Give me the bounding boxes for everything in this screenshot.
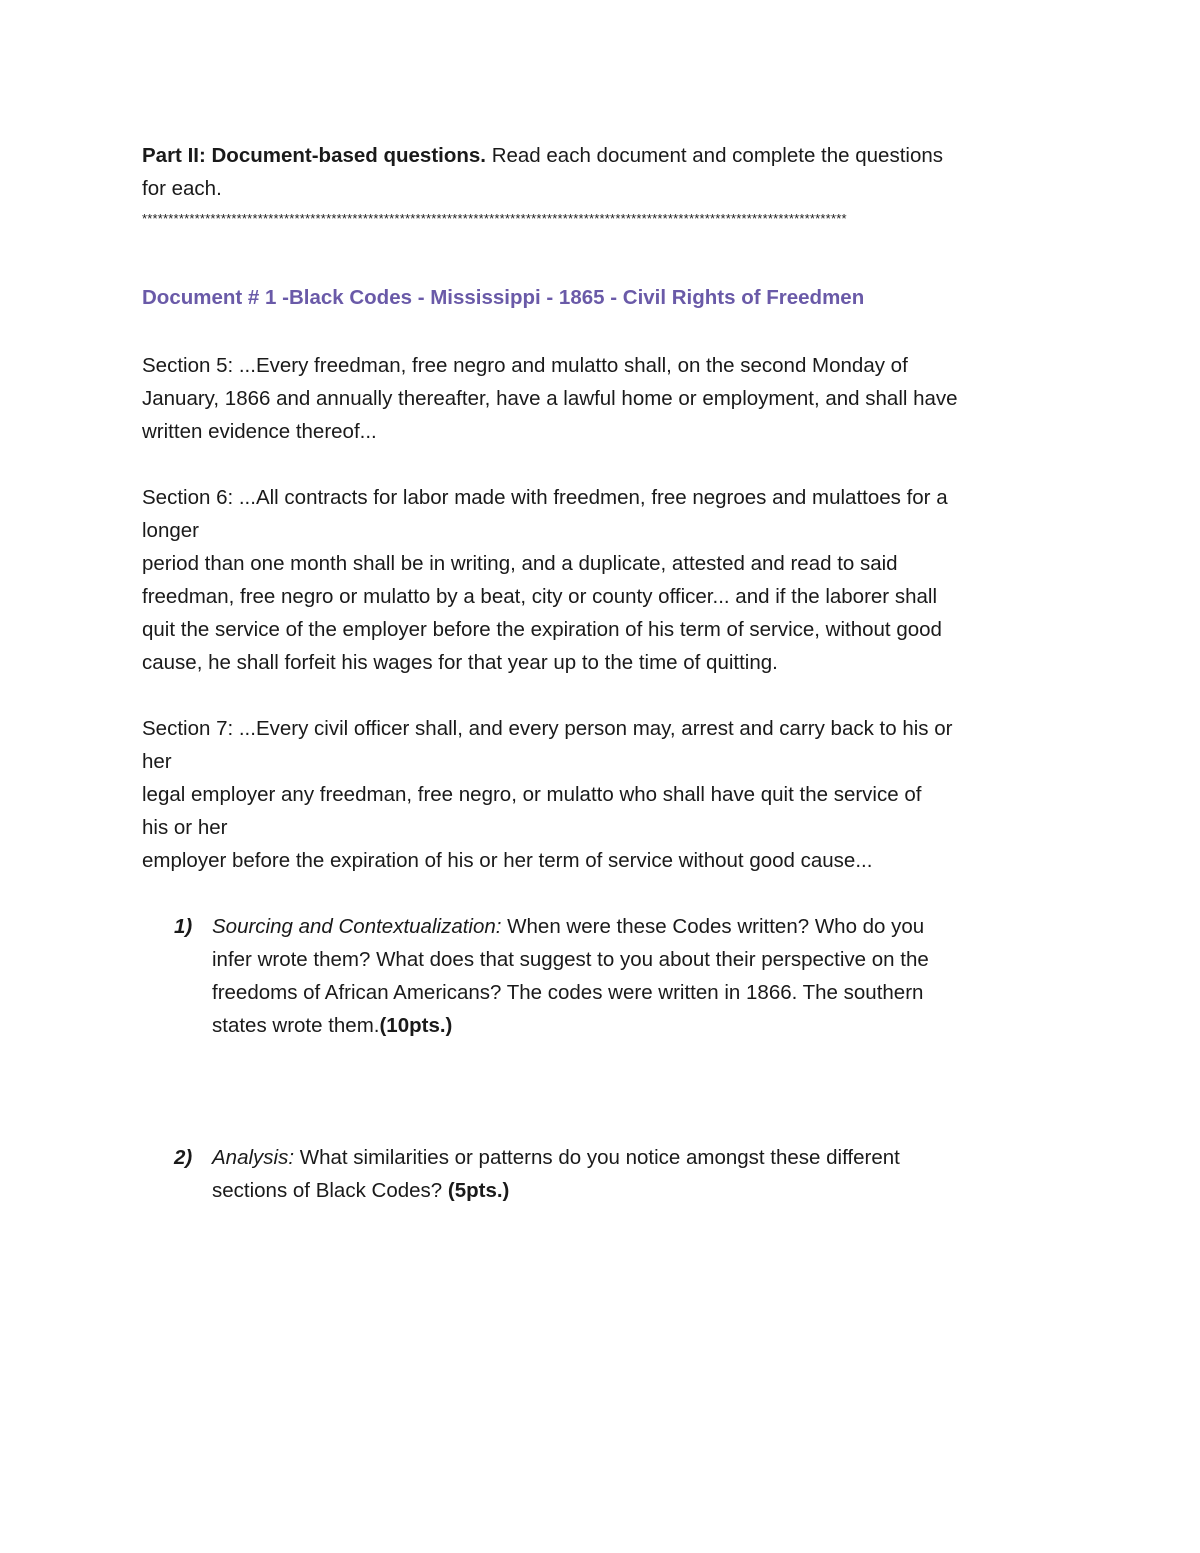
question-label: Analysis: bbox=[212, 1146, 295, 1169]
question-line: infer wrote them? What does that suggest to you about their perspective on the bbox=[212, 948, 929, 971]
document-page bbox=[142, 139, 1072, 1207]
section-line: Section 5: ...Every freedman, free negro and mulatto shall, on the second Monday of bbox=[142, 354, 908, 377]
section-line: employer before the expiration of his or her term of service without good cause... bbox=[142, 849, 873, 872]
part-heading-instructions: Read each document and complete the questions bbox=[486, 144, 943, 167]
part-heading-line-2: for each. bbox=[142, 177, 222, 200]
question-text: When were these Codes written? Who do you bbox=[501, 915, 925, 938]
question-line: freedoms of African Americans? The codes were written in 1866. The southern bbox=[212, 981, 924, 1004]
part-heading-bold: Part II: Document-based questions. bbox=[142, 144, 486, 167]
section-line: his or her bbox=[142, 816, 228, 839]
section-line: January, 1866 and annually thereafter, have a lawful home or employment, and shall have bbox=[142, 387, 958, 410]
question-list bbox=[142, 910, 1072, 1207]
section-line: freedman, free negro or mulatto by a beat, city or county officer... and if the laborer shall bbox=[142, 585, 937, 608]
question-points: (10pts.) bbox=[379, 1014, 453, 1037]
section-5 bbox=[142, 349, 1072, 448]
separator-asterisks: ************************************************************************************************************************************** bbox=[142, 211, 847, 226]
question-line bbox=[212, 910, 1072, 943]
question-line bbox=[212, 1141, 1072, 1174]
section-line: period than one month shall be in writing, and a duplicate, attested and read to said bbox=[142, 552, 898, 575]
question-line bbox=[212, 1009, 1072, 1042]
question-label: Sourcing and Contextualization: bbox=[212, 915, 502, 938]
question-answer-text: states wrote them. bbox=[212, 1014, 380, 1037]
question-text: What similarities or patterns do you notice amongst these different bbox=[294, 1146, 900, 1169]
part-heading-line-1 bbox=[142, 139, 1072, 172]
section-line: cause, he shall forfeit his wages for that year up to the time of quitting. bbox=[142, 651, 778, 674]
section-line: Section 7: ...Every civil officer shall, and every person may, arrest and carry back to his or bbox=[142, 717, 953, 740]
section-7 bbox=[142, 712, 1072, 877]
question-points: (5pts.) bbox=[447, 1179, 510, 1202]
section-6 bbox=[142, 481, 1072, 679]
question-line bbox=[212, 1174, 1072, 1207]
question-text: sections of Black Codes? bbox=[212, 1179, 448, 1202]
section-line: legal employer any freedman, free negro, or mulatto who shall have quit the service of bbox=[142, 783, 922, 806]
document-title: Document # 1 -Black Codes - Mississippi - 1865 - Civil Rights of Freedmen bbox=[142, 286, 865, 309]
section-line: her bbox=[142, 750, 172, 773]
question-number: 2) bbox=[174, 1146, 193, 1169]
question-1 bbox=[142, 910, 1072, 1042]
section-line: written evidence thereof... bbox=[142, 420, 377, 443]
section-line: Section 6: ...All contracts for labor made with freedmen, free negroes and mulattoes for a bbox=[142, 486, 948, 509]
section-line: quit the service of the employer before the expiration of his term of service, without good bbox=[142, 618, 942, 641]
question-number: 1) bbox=[174, 915, 193, 938]
section-line: longer bbox=[142, 519, 199, 542]
question-2 bbox=[142, 1141, 1072, 1207]
